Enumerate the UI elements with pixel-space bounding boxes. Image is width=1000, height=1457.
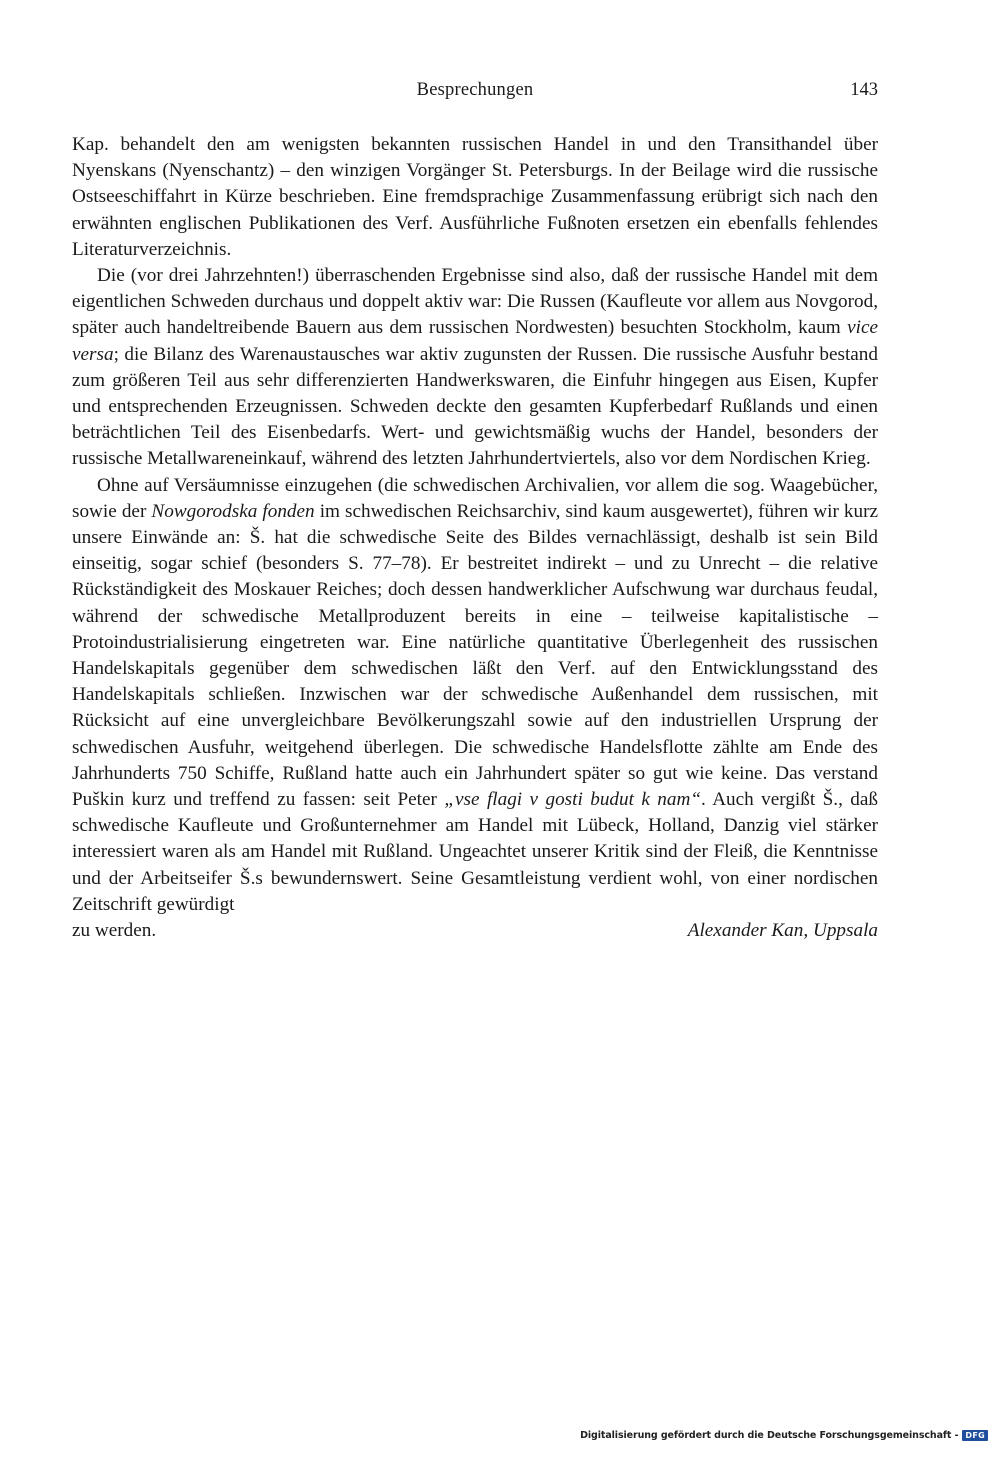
reviewer-signature: Alexander Kan, Uppsala <box>687 920 878 942</box>
paragraph-3-text-b: im schwedischen Reichsarchiv, sind kaum ausgewertet), führen wir kurz unsere Einwände an: Š. hat die schwedische Seite des Bildes vernachlässigt, deshalb ist sein Bild einseitig, sogar schief (besonders S. 77–78). Er bestreitet indirekt – und zu Unrecht – die relative Rückständigkeit des Moskauer Reiches; doch dessen handwerklicher Aufschwung war durchaus feudal, während der schwedische Metallproduzent bereits in eine – teilweise kapitalistische – Protoindustrialisierung eingetreten war. Eine natürliche quantitative Überlegenheit des russischen Handelskapitals gegenüber dem schwedischen läßt den Verf. auf den Entwicklungsstand des Handelskapitals schließen. Inzwischen war der schwedische Außenhandel dem russischen, mit Rücksicht auf eine unvergleichbare Bevölkerungszahl sowie auf den industriellen Ursprung der schwedischen Ausfuhr, weitgehend überlegen. Die schwedische Handelsflotte zählte am Ende des Jahrhunderts 750 Schiffe, Rußland hatte auch ein Jahrhundert später so gut wie keine. Das verstand Puškin kurz und treffend zu fassen: seit Peter <box>72 500 878 811</box>
paragraph-3 <box>72 473 878 918</box>
page-number: 143 <box>850 80 878 100</box>
funding-credit: Digitalisierung gefördert durch die Deutsche Forschungsgemeinschaft - <box>580 1430 959 1441</box>
signature-line <box>72 918 878 944</box>
paragraph-2 <box>72 263 878 473</box>
paragraph-2-text-a: Die (vor drei Jahrzehnten!) überraschenden Ergebnisse sind also, daß der russische Handel mit dem eigentlichen Schweden durchaus und doppelt aktiv war: Die Russen (Kaufleute vor allem aus Novgorod, später auch handeltreibende Bauern aus dem russischen Nordwesten) besuchten Stockholm, kaum <box>72 265 878 339</box>
paragraph-2-text-b: ; die Bilanz des Warenaustausches war aktiv zugunsten der Russen. Die russische Ausfuhr bestand zum größeren Teil aus sehr differenzierten Handwerkswaren, die Einfuhr hingegen aus Eisen, Kupfer und entsprechenden Erzeugnissen. Schweden deckte den gesamten Kupferbedarf Rußlands und einen beträchtlichen Teil des Eisenbedarfs. Wert- und gewichtsmäßig wuchs der Handel, besonders der russische Metallwareneinkauf, während des letzten Jahrhundertviertels, also vor dem Nordischen Krieg. <box>72 343 878 470</box>
dfg-logo: DFG <box>962 1430 988 1441</box>
italic-pushkin-quote: „vse flagi v gosti budut k nam“ <box>444 789 702 811</box>
article-body <box>72 132 878 944</box>
paragraph-3-text-c: . Auch vergißt Š., daß schwedische Kaufleute und Großunternehmer am Handel mit Lübeck, Holland, Danzig viel stärker interessiert waren als am Handel mit Rußland. Ungeachtet unserer Kritik sind der Fleiß, die Kenntnisse und der Arbeitseifer Š.s bewundernswert. Seine Gesamtleistung verdient wohl, von einer nordischen Zeitschrift gewürdigt <box>72 789 878 915</box>
paragraph-1 <box>72 132 878 263</box>
paragraph-3-text-a: Ohne auf Versäumnisse einzugehen (die schwedischen Archivalien, vor allem die sog. Waagebücher, sowie der <box>72 474 878 522</box>
closing-words: zu werden. <box>72 920 157 942</box>
paragraph-1-text: Kap. behandelt den am wenigsten bekannten russischen Handel in und den Transithandel über Nyenskans (Nyenschantz) – den winzigen Vorgänger St. Petersburgs. In der Beilage wird die russische Ostseeschiffahrt in Kürze beschrieben. Eine fremdsprachige Zusammenfassung erübrigt sich nach den erwähnten englischen Publikationen des Verf. Ausführliche Fußnoten ersetzen ein ebenfalls fehlendes Literaturverzeichnis. <box>72 134 878 260</box>
italic-nowgorodska-fonden: Nowgorodska fonden <box>151 500 315 522</box>
page-header <box>72 80 878 110</box>
running-title: Besprechungen <box>416 80 534 100</box>
italic-vice-versa: vice versa <box>72 317 878 365</box>
digitization-footer <box>580 1430 988 1441</box>
